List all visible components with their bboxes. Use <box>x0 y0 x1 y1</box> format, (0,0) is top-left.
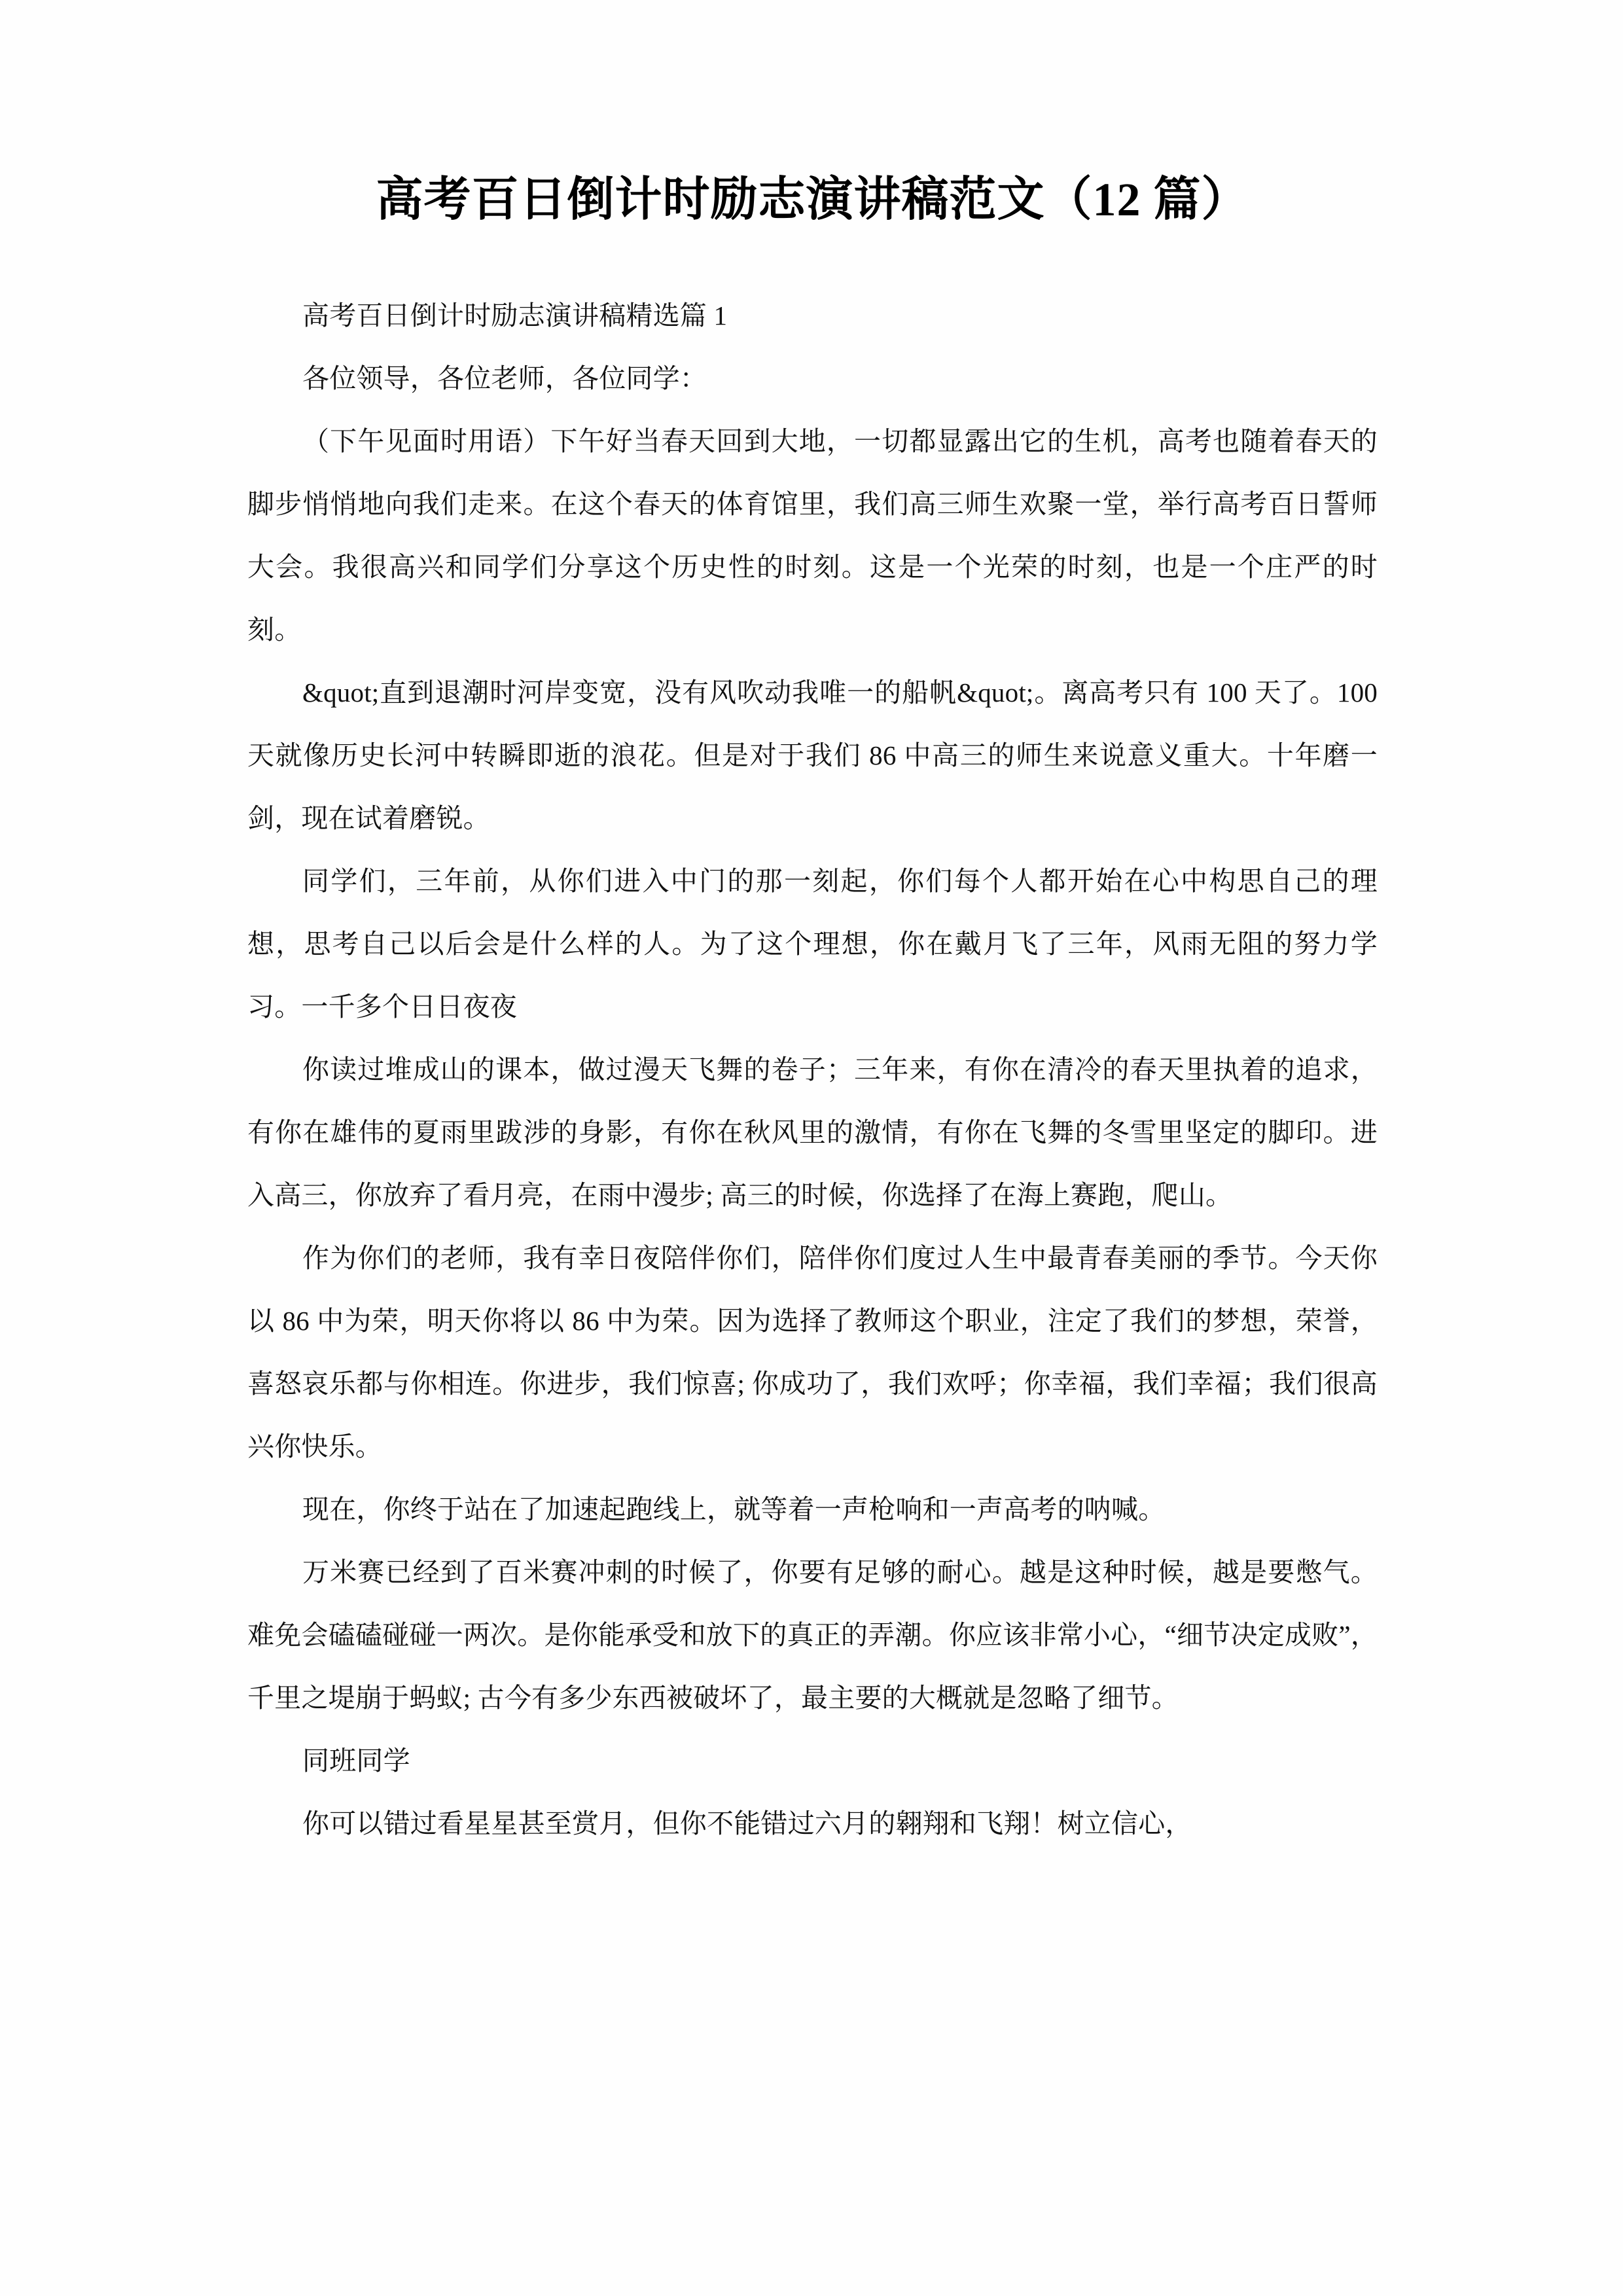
page-content <box>247 0 1378 1855</box>
paragraph-quote-100-days: &quot;直到退潮时河岸变宽，没有风吹动我唯一的船帆&quot;。离高考只有 100 天了。100 天就像历史长河中转瞬即逝的浪花。但是对于我们 86 中高三的师生来说意义重大。十年磨一剑，现在试着磨锐。 <box>247 677 1378 834</box>
paragraph-final-encouragement: 你可以错过看星星甚至赏月，但你不能错过六月的翱翔和飞翔！树立信心， <box>302 1808 1192 1839</box>
paragraph-starting-line: 现在，你终于站在了加速起跑线上，就等着一声枪响和一声高考的呐喊。 <box>302 1494 1166 1525</box>
document-body <box>247 284 1378 1855</box>
paragraph-seasons-journey: 你读过堆成山的课本，做过漫天飞舞的卷子；三年来，有你在清冷的春天里执着的追求，有你在雄伟的夏雨里跋涉的身影，有你在秋风里的激情，有你在飞舞的冬雪里坚定的脚印。进入高三，你放弃了看月亮，在雨中漫步; 高三的时候，你选择了在海上赛跑，爬山。 <box>247 1054 1378 1211</box>
paragraph-classmates-label: 同班同学 <box>302 1746 410 1776</box>
paragraph-teacher-companionship: 作为你们的老师，我有幸日夜陪伴你们，陪伴你们度过人生中最青春美丽的季节。今天你以 86 中为荣，明天你将以 86 中为荣。因为选择了教师这个职业，注定了我们的梦想，荣誉，喜怒哀乐都与你相连。你进步，我们惊喜; 你成功了，我们欢呼；你幸福，我们幸福；我们很高兴你快乐。 <box>247 1243 1378 1462</box>
paragraph-sprint-details: 万米赛已经到了百米赛冲刺的时候了，你要有足够的耐心。越是这种时候，越是要憋气。难免会磕磕碰碰一两次。是你能承受和放下的真正的弄潮。你应该非常小心，“细节决定成败”，千里之堤崩于蚂蚁; 古今有多少东西被破坏了，最主要的大概就是忽略了细节。 <box>247 1557 1378 1713</box>
paragraph-heading-piece-1: 高考百日倒计时励志演讲稿精选篇 1 <box>302 300 728 331</box>
paragraph-three-years-ideal: 同学们，三年前，从你们进入中门的那一刻起，你们每个人都开始在心中构思自己的理想，思考自己以后会是什么样的人。为了这个理想，你在戴月飞了三年，风雨无阻的努力学习。一千多个日日夜夜 <box>247 866 1378 1022</box>
page-title: 高考百日倒计时励志演讲稿范文（12 篇） <box>376 173 1249 226</box>
paragraph-opening-greeting: （下午见面时用语）下午好当春天回到大地，一切都显露出它的生机，高考也随着春天的脚步悄悄地向我们走来。在这个春天的体育馆里，我们高三师生欢聚一堂，举行高考百日誓师大会。我很高兴和同学们分享这个历史性的时刻。这是一个光荣的时刻，也是一个庄严的时刻。 <box>247 426 1378 645</box>
paragraph-salutation: 各位领导，各位老师，各位同学： <box>302 363 707 394</box>
